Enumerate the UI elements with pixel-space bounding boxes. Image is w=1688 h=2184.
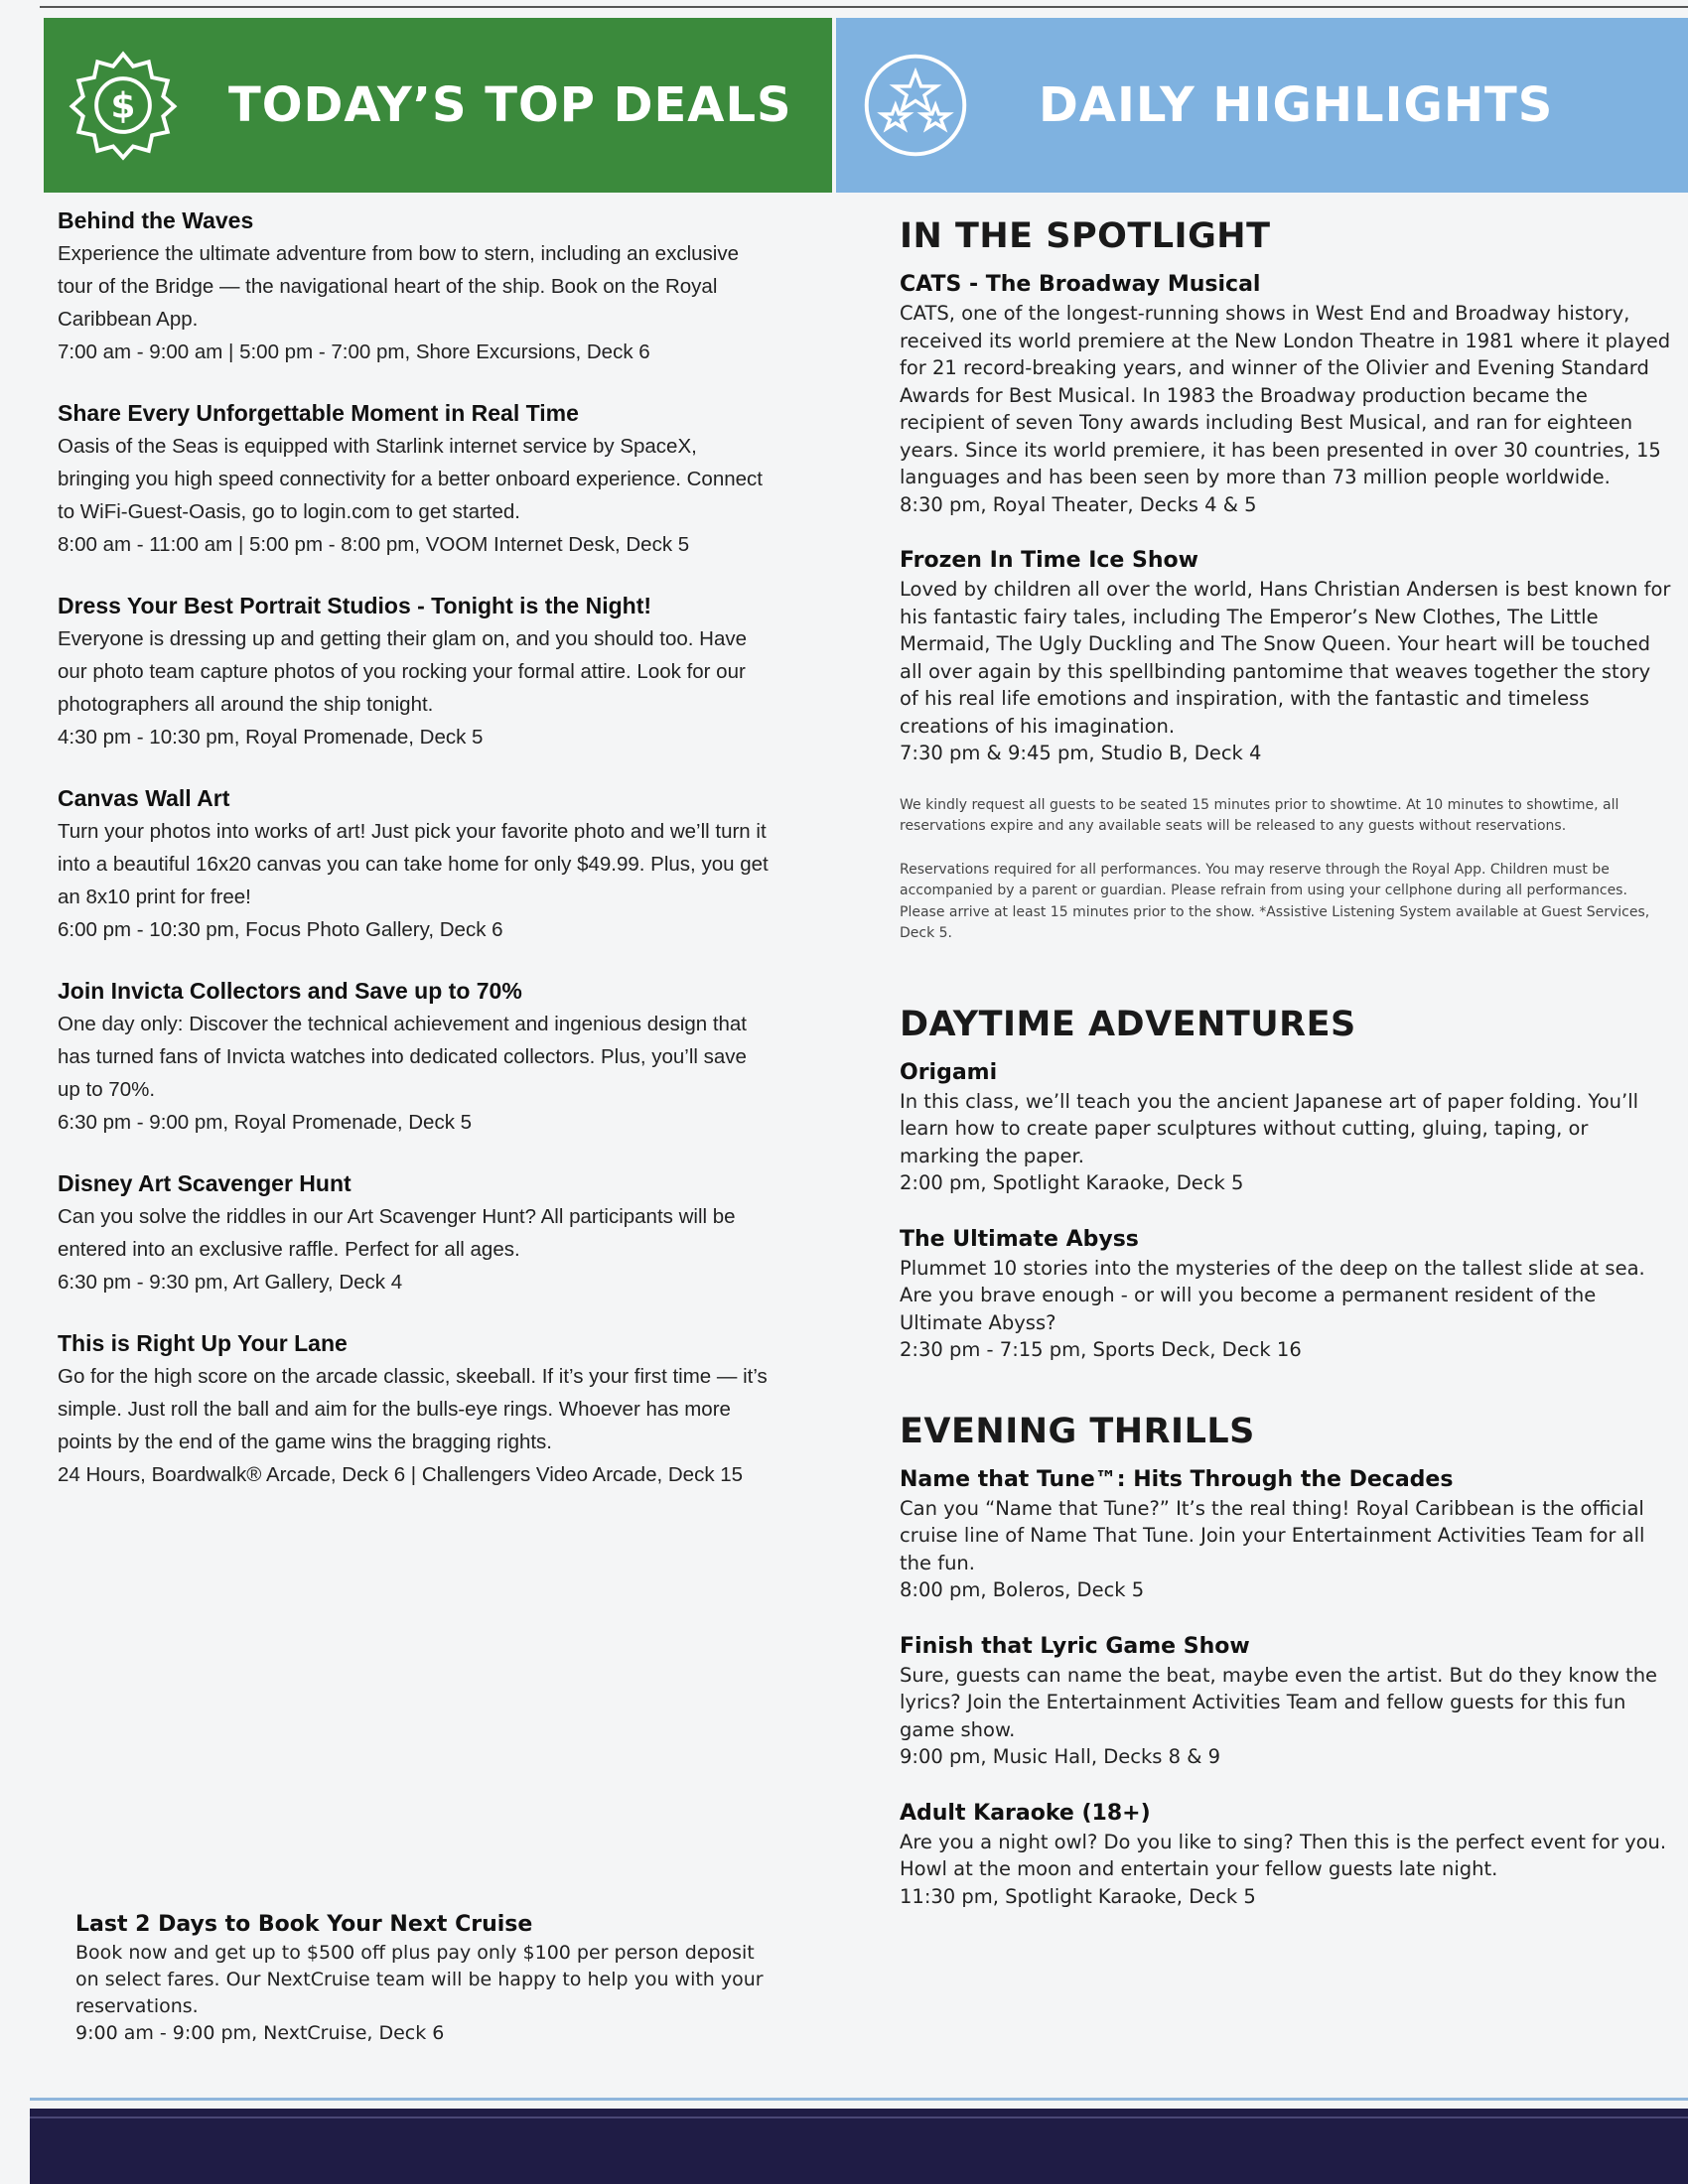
- deal-title: Behind the Waves: [58, 207, 254, 233]
- stars-badge-icon: [860, 50, 971, 161]
- event-description: Can you “Name that Tune?” It’s the real thing! Royal Caribbean is the official cruise line of Name That Tune. Join your Entertainment Activities Team for all the fun.: [900, 1496, 1645, 1574]
- dollar-badge-icon: [68, 50, 179, 161]
- event-time: 7:30 pm & 9:45 pm, Studio B, Deck 4: [900, 742, 1262, 764]
- top-rule: [40, 6, 1688, 8]
- event-time: 2:00 pm, Spotlight Karaoke, Deck 5: [900, 1171, 1244, 1194]
- deal-description: Experience the ultimate adventure from bow to stern, including an exclusive tour of the Bridge — the navigational heart of the ship. Book on the Royal Caribbean App.: [58, 242, 739, 331]
- event-description: Are you a night owl? Do you like to sing? Then this is the perfect event for you. Howl at the moon and entertain your fellow guests late night.: [900, 1830, 1667, 1880]
- deal-item: [58, 975, 773, 1139]
- deal-item: [58, 590, 773, 753]
- section-title-daytime: DAYTIME ADVENTURES: [900, 1004, 1356, 1044]
- deal-time: 6:00 pm - 10:30 pm, Focus Photo Gallery, Deck 6: [58, 918, 503, 941]
- event-title: The Ultimate Abyss: [900, 1226, 1139, 1252]
- event-title: Name that Tune™: Hits Through the Decades: [900, 1466, 1454, 1492]
- event-title: CATS - The Broadway Musical: [900, 272, 1261, 297]
- event-item: [900, 1225, 1674, 1364]
- deal-item: [58, 205, 773, 368]
- event-description: Loved by children all over the world, Hans Christian Andersen is best known for his fantastic fairy tales, including The Emperor’s New Clothes, The Little Mermaid, The Ugly Duckling and The Snow Queen. Your heart will be touched all over again by this spellbinding pantomime that weaves together the story of his real life emotions and inspiration, with the fantastic and timeless creations of his imagination.: [900, 578, 1671, 738]
- deal-time: 4:30 pm - 10:30 pm, Royal Promenade, Deck 5: [58, 726, 484, 749]
- deal-title: Dress Your Best Portrait Studios - Tonight is the Night!: [58, 593, 652, 618]
- deal-description: Book now and get up to $500 off plus pay only $100 per person deposit on select fares. Our NextCruise team will be happy to help you with your reservations.: [75, 1942, 764, 2017]
- event-title: Adult Karaoke (18+): [900, 1800, 1151, 1826]
- deal-description: Turn your photos into works of art! Just pick your favorite photo and we’ll turn it into a beautiful 16x20 canvas you can take home for only $49.99. Plus, you get an 8x10 print for free!: [58, 820, 769, 908]
- header-top-deals: [44, 18, 832, 193]
- event-time: 11:30 pm, Spotlight Karaoke, Deck 5: [900, 1884, 1256, 1908]
- svg-text:$: $: [110, 85, 136, 127]
- event-item: [900, 1465, 1674, 1604]
- deal-item: [58, 1327, 773, 1491]
- reservation-note: Reservations required for all performances. You may reserve through the Royal App. Children must be accompanied by a parent or guardian. Please refrain from using your cellphone during all performances. Please arrive at least 15 minutes prior to the show. *Assistive Listening System available at Guest Services, Deck 5.: [900, 861, 1650, 941]
- event-time: 2:30 pm - 7:15 pm, Sports Deck, Deck 16: [900, 1338, 1302, 1361]
- event-item: [900, 546, 1674, 767]
- deal-time: 6:30 pm - 9:30 pm, Art Gallery, Deck 4: [58, 1271, 403, 1294]
- deal-title: Canvas Wall Art: [58, 785, 230, 811]
- footer-rule: [30, 2098, 1688, 2101]
- event-time: 9:00 pm, Music Hall, Decks 8 & 9: [900, 1745, 1221, 1768]
- deal-item: [58, 1167, 773, 1298]
- showtime-note: We kindly request all guests to be seated 15 minutes prior to showtime. At 10 minutes to showtime, all reservations expire and any available seats will be released to any guests without reservations.: [900, 796, 1619, 834]
- section-title-evening: EVENING THRILLS: [900, 1411, 1255, 1451]
- deal-title: This is Right Up Your Lane: [58, 1330, 348, 1356]
- event-title: Frozen In Time Ice Show: [900, 548, 1198, 573]
- event-item: [900, 1058, 1674, 1197]
- deal-description: One day only: Discover the technical achievement and ingenious design that has turned fans of Invicta watches into dedicated collectors. Plus, you’ll save up to 70%.: [58, 1013, 748, 1101]
- deal-time: 24 Hours, Boardwalk® Arcade, Deck 6 | Challengers Video Arcade, Deck 15: [58, 1463, 744, 1486]
- deal-time: 9:00 am - 9:00 pm, NextCruise, Deck 6: [75, 2022, 445, 2044]
- event-time: 8:30 pm, Royal Theater, Decks 4 & 5: [900, 492, 1257, 516]
- deal-time: 8:00 am - 11:00 am | 5:00 pm - 8:00 pm, VOOM Internet Desk, Deck 5: [58, 533, 690, 556]
- event-item: [900, 270, 1674, 518]
- deal-title: Disney Art Scavenger Hunt: [58, 1170, 352, 1196]
- event-item: [900, 1632, 1674, 1771]
- header-title: DAILY HIGHLIGHTS: [1039, 77, 1554, 133]
- deal-title: Last 2 Days to Book Your Next Cruise: [75, 1912, 533, 1937]
- header-title: TODAY’S TOP DEALS: [228, 77, 792, 133]
- deal-item: [58, 782, 773, 946]
- deal-item: [58, 397, 773, 561]
- deal-description: Go for the high score on the arcade classic, skeeball. If it’s your first time — it’s simple. Just roll the ball and aim for the bulls-eye rings. Whoever has more points by the end of the game wins the bragging rights.: [58, 1365, 768, 1453]
- header-daily-highlights: [836, 18, 1688, 193]
- deal-description: Oasis of the Seas is equipped with Starlink internet service by SpaceX, bringing you high speed connectivity for a better onboard experience. Connect to WiFi-Guest-Oasis, go to login.com to get started.: [58, 435, 763, 523]
- event-time: 8:00 pm, Boleros, Deck 5: [900, 1578, 1145, 1601]
- event-title: Origami: [900, 1059, 998, 1085]
- deals-list: [58, 205, 773, 1520]
- event-description: CATS, one of the longest-running shows in West End and Broadway history, received its world premiere at the New London Theatre in 1981 where it played for 21 record-breaking years, and winner of the Olivier and Evening Standard Awards for Best Musical. In 1983 the Broadway production became the recipient of seven Tony awards including Best Musical, and ran for eighteen years. Since its world premiere, it has been presented in over 30 countries, 15 languages and has been seen by more than 73 million people worldwide.: [900, 302, 1671, 488]
- deal-description: Everyone is dressing up and getting their glam on, and you should too. Have our photo team capture photos of you rocking your formal attire. Look for our photographers all around the ship tonight.: [58, 627, 748, 716]
- event-item: [900, 1799, 1674, 1911]
- next-cruise-deal: [75, 1910, 771, 2047]
- section-title-spotlight: IN THE SPOTLIGHT: [900, 216, 1271, 256]
- event-title: Finish that Lyric Game Show: [900, 1633, 1250, 1659]
- highlights-list: [900, 205, 1674, 1938]
- deal-title: Join Invicta Collectors and Save up to 70%: [58, 978, 522, 1004]
- deal-title: Share Every Unforgettable Moment in Real Time: [58, 400, 579, 426]
- footer-line: [30, 2116, 1688, 2118]
- deal-description: Can you solve the riddles in our Art Scavenger Hunt? All participants will be entered into an exclusive raffle. Perfect for all ages.: [58, 1205, 736, 1261]
- deal-time: 6:30 pm - 9:00 pm, Royal Promenade, Deck 5: [58, 1111, 473, 1134]
- event-description: Plummet 10 stories into the mysteries of the deep on the tallest slide at sea. Are you brave enough - or will you become a permanent resident of the Ultimate Abyss?: [900, 1256, 1645, 1334]
- footer-bar: [30, 2109, 1688, 2184]
- event-description: Sure, guests can name the beat, maybe even the artist. But do they know the lyrics? Join the Entertainment Activities Team and fellow guests for this fun game show.: [900, 1663, 1658, 1741]
- deal-time: 7:00 am - 9:00 am | 5:00 pm - 7:00 pm, Shore Excursions, Deck 6: [58, 341, 650, 363]
- event-description: In this class, we’ll teach you the ancient Japanese art of paper folding. You’ll learn how to create paper sculptures without cutting, gluing, taping, or marking the paper.: [900, 1089, 1639, 1167]
